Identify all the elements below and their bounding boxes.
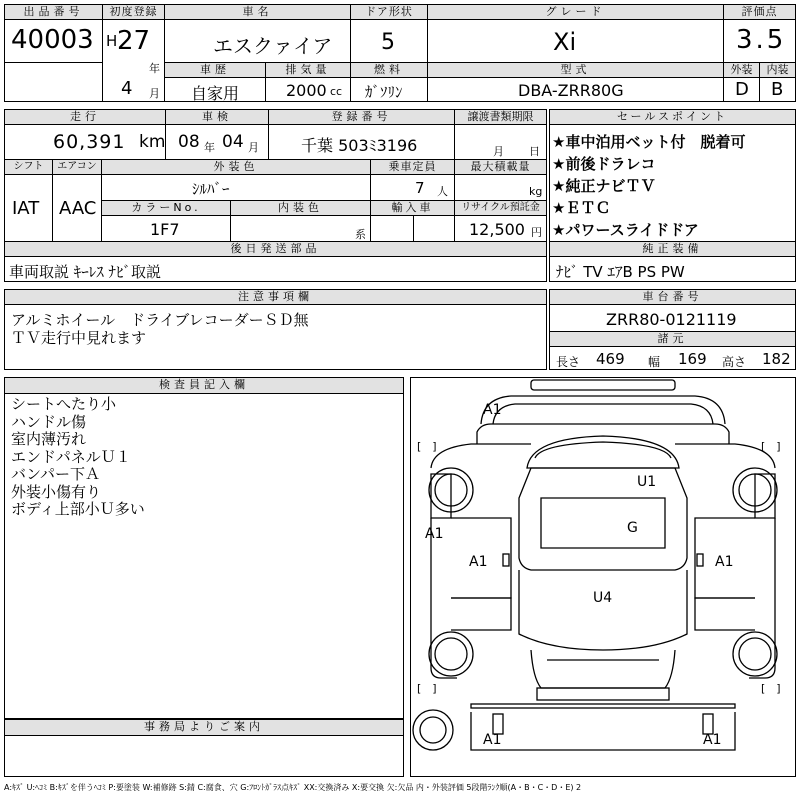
- length-value: 469: [596, 350, 625, 368]
- front-bumper-inner: [493, 404, 713, 424]
- import-cell-a: [370, 215, 414, 242]
- plate-label: 登録番号: [268, 109, 455, 125]
- reg-year-unit: 年: [149, 62, 160, 75]
- score-cell: [723, 19, 796, 63]
- spare-wheel: [413, 710, 453, 750]
- import-label: 輸入車: [370, 200, 455, 216]
- history-label: 車歴: [164, 62, 266, 78]
- ext-score-label: 外装: [723, 62, 760, 78]
- mark-roof: U1: [637, 474, 657, 490]
- reg-month-unit: 月: [149, 87, 160, 100]
- bracket-rear-left: [ ]: [417, 682, 437, 695]
- fuel-cell: [350, 77, 428, 102]
- plate-cell: [268, 124, 455, 160]
- ext-score-cell: [723, 77, 760, 102]
- height-value: 182: [762, 350, 791, 368]
- height-label: 高さ: [722, 355, 747, 369]
- int-color-label: 内装色: [230, 200, 371, 216]
- rear-light-left: [493, 714, 503, 734]
- doors-value: 5: [381, 30, 395, 55]
- score-value: 3.5: [736, 25, 787, 55]
- transfer-day-unit: 日: [529, 145, 540, 158]
- model-code-value: DBA-ZRR80G: [518, 81, 624, 100]
- width-value: 169: [678, 350, 707, 368]
- bracket-rear-right: [ ]: [761, 682, 781, 695]
- genuine-equipment-box: [549, 256, 796, 282]
- car-diagram: [410, 377, 796, 777]
- later-parts-value: 車両取説 ｷｰﾚｽ ﾅﾋﾞ取説: [9, 263, 162, 281]
- inspection-cell: [165, 124, 269, 160]
- later-parts-label: 後日発送部品: [4, 241, 547, 257]
- mark-front-left: A1: [483, 402, 502, 418]
- doors-label: ドア形状: [350, 4, 428, 20]
- model-code-cell: [427, 77, 724, 102]
- inspector-text: シートへたり小 ハンドル傷 室内薄汚れ エンドパネルＵ１ バンパー下Ａ 外装小傷有り ボディ上部小Ｕ多い: [11, 395, 145, 518]
- displacement-value: 2000: [286, 81, 327, 100]
- mileage-label: 走行: [4, 109, 166, 125]
- recycle-label: リサイクル預託金: [454, 200, 547, 216]
- recycle-value: 12,500: [469, 220, 525, 239]
- chassis-label: 車台番号: [549, 289, 796, 305]
- displacement-unit: cc: [330, 85, 343, 98]
- transfer-month-unit: 月: [493, 145, 504, 158]
- max-load-unit: kg: [529, 185, 543, 198]
- inspection-month-unit: 月: [248, 141, 259, 154]
- grade-value: Xi: [553, 28, 577, 56]
- sales-point-1: ★車中泊用ベット付 脱着可: [552, 133, 746, 151]
- inspection-year: 08: [178, 132, 200, 152]
- ac-cell: [52, 174, 102, 242]
- roof-outline: [519, 468, 687, 570]
- ac-label: エアコン: [52, 159, 102, 175]
- capacity-cell: [370, 174, 455, 201]
- color-no-label: カラーNo.: [101, 200, 231, 216]
- hood: [477, 424, 729, 444]
- mark-left-outer: A1: [425, 526, 444, 542]
- office-box: [4, 735, 404, 777]
- ext-color-label: 外装色: [101, 159, 371, 175]
- color-no-cell: [101, 215, 231, 242]
- reg-year: 27: [117, 26, 151, 56]
- length-label: 長さ: [556, 355, 581, 369]
- capacity-label: 乗車定員: [370, 159, 455, 175]
- lot-number: 40003: [11, 25, 94, 55]
- ac-value: AAC: [59, 198, 97, 219]
- right-rear-wheel-inner: [739, 638, 771, 670]
- notes-box: [4, 304, 547, 370]
- mark-rear-left: A1: [483, 732, 502, 748]
- notes-text: アルミホイール ドライブレコーダーＳＤ無 ＴＶ走行中見れます: [11, 311, 309, 347]
- genuine-equipment-label: 純正装備: [549, 241, 796, 257]
- lot-label: 出品番号: [4, 4, 103, 20]
- mark-rear-right: A1: [703, 732, 722, 748]
- max-load-cell: [454, 174, 547, 201]
- reg-month: 4: [121, 78, 133, 99]
- model-label: 車名: [164, 4, 351, 20]
- fuel-value: ｶﾞｿﾘﾝ: [365, 83, 403, 101]
- sales-points-box: [549, 124, 796, 242]
- int-score-cell: [759, 77, 796, 102]
- first-registration-label: 初度登録: [102, 4, 165, 20]
- sales-point-2: ★前後ドラレコ: [552, 155, 656, 173]
- grade-label: グレード: [427, 4, 724, 20]
- int-color-unit: 系: [355, 228, 366, 241]
- dims-box: [549, 346, 796, 370]
- ext-color-cell: [101, 174, 371, 201]
- int-score-value: B: [771, 79, 784, 100]
- history-cell: [164, 77, 266, 102]
- sales-points-label: セールスポイント: [549, 109, 796, 125]
- front-tab: [531, 380, 675, 390]
- recycle-unit: 円: [531, 226, 542, 239]
- inspector-label: 検査員記入欄: [4, 377, 404, 394]
- max-load-label: 最大積載量: [454, 159, 547, 175]
- rear-cabin: [519, 570, 687, 650]
- inspection-year-unit: 年: [204, 141, 215, 154]
- shift-label: シフト: [4, 159, 53, 175]
- roof-panel: [541, 498, 665, 548]
- rear-spoiler: [537, 688, 669, 700]
- bracket-front-left: [ ]: [417, 440, 437, 453]
- fuel-label: 燃料: [350, 62, 428, 78]
- dims-label: 諸元: [549, 331, 796, 347]
- chassis-value: ZRR80-0121119: [606, 310, 737, 329]
- grade-cell: [427, 19, 724, 63]
- transfer-deadline-cell: [454, 124, 547, 160]
- model-code-label: 型式: [427, 62, 724, 78]
- left-handle: [503, 554, 509, 566]
- inspection-label: 車検: [165, 109, 269, 125]
- rear-light-right: [703, 714, 713, 734]
- transfer-deadline-label: 譲渡書類期限: [454, 109, 547, 125]
- notes-label: 注意事項欄: [4, 289, 547, 305]
- ext-score-value: D: [735, 79, 749, 100]
- mark-left-inner: A1: [469, 554, 488, 570]
- mark-glass: G: [627, 520, 638, 536]
- capacity-value: 7: [415, 179, 425, 197]
- shift-cell: [4, 174, 53, 242]
- ext-color-value: ｼﾙﾊﾞｰ: [192, 180, 230, 198]
- rear-bumper: [471, 712, 735, 750]
- history-value: 自家用: [191, 84, 240, 103]
- model-cell: [164, 19, 351, 63]
- left-fender-top: [431, 444, 531, 468]
- right-rear-door: [695, 598, 755, 630]
- right-fender-top: [675, 444, 775, 468]
- int-color-cell: [230, 215, 371, 242]
- lot-number-cell: [4, 19, 103, 63]
- width-label: 幅: [648, 355, 661, 369]
- color-no-value: 1F7: [150, 220, 180, 239]
- plate-value: 千葉 503ﾐ3196: [301, 136, 418, 155]
- windshield: [527, 436, 679, 468]
- footer-legend: A:ｷｽﾞ U:ﾍｺﾐ B:ｷｽﾞを伴うﾍｺﾐ P:要塗装 W:補修跡 S:錆 C:腐食、穴 G:ﾌﾛﾝﾄｶﾞﾗｽ点ｷｽﾞ XX:交換済み X:要交換 欠:欠品 内・外装評価 5段階ﾗﾝｸ順(A・B・C・D・E) 2: [4, 783, 582, 792]
- genuine-equipment-value: ﾅﾋﾞ TV ｴｱB PS PW: [556, 263, 685, 281]
- right-handle: [697, 554, 703, 566]
- capacity-unit: 人: [437, 185, 448, 198]
- displacement-label: 排気量: [265, 62, 351, 78]
- mileage-cell: [4, 124, 166, 160]
- sales-point-3: ★純正ナビＴＶ: [552, 177, 656, 195]
- first-registration-cell: [102, 19, 165, 102]
- mark-floor: U4: [593, 590, 613, 606]
- spare-wheel-inner: [420, 717, 446, 743]
- inspection-month: 04: [222, 132, 244, 152]
- rear-sill: [471, 704, 735, 708]
- lot-blank-cell: [4, 62, 103, 102]
- model-name: エスクァイア: [213, 34, 333, 58]
- car-diagram-svg: [411, 378, 795, 776]
- front-bumper: [481, 396, 725, 424]
- inspector-box: [4, 393, 404, 719]
- chassis-box: [549, 304, 796, 332]
- left-rear-door: [451, 598, 511, 630]
- import-cell-b: [413, 215, 455, 242]
- sales-point-5: ★パワースライドドア: [552, 221, 699, 239]
- shift-value: IAT: [12, 198, 40, 219]
- office-label: 事務局よりご案内: [4, 719, 404, 736]
- mileage-unit: km: [139, 132, 166, 152]
- later-parts-box: [4, 256, 547, 282]
- windshield-inner: [535, 442, 671, 458]
- mark-right-inner: A1: [715, 554, 734, 570]
- int-score-label: 内装: [759, 62, 796, 78]
- sales-point-4: ★ＥＴＣ: [552, 199, 611, 217]
- mileage-value: 60,391: [53, 131, 126, 153]
- score-label: 評価点: [723, 4, 796, 20]
- left-rear-wheel-inner: [435, 638, 467, 670]
- rear-window: [531, 650, 675, 688]
- recycle-cell: [454, 215, 547, 242]
- bracket-front-right: [ ]: [761, 440, 781, 453]
- displacement-cell: [265, 77, 351, 102]
- era: H: [106, 32, 118, 50]
- doors-cell: [350, 19, 428, 63]
